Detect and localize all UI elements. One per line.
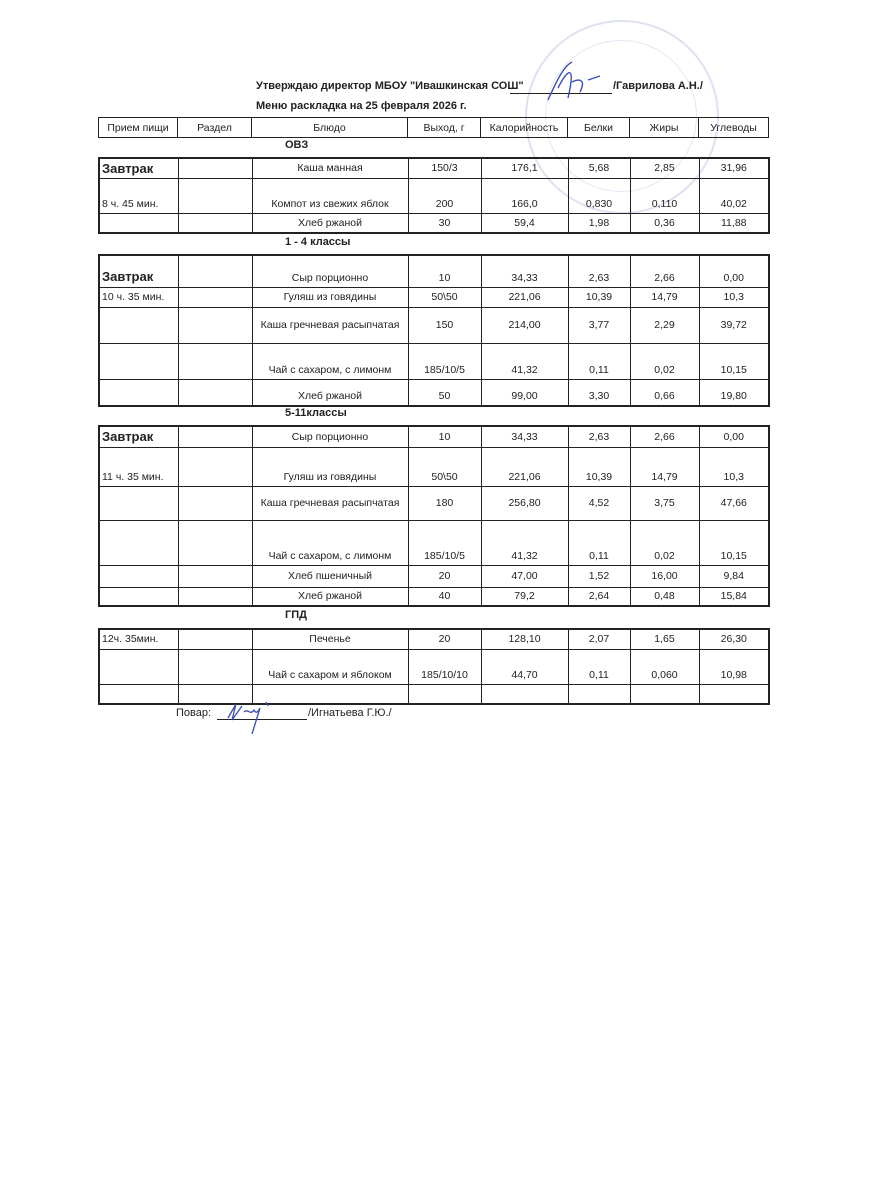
cell-meal: 8 ч. 45 мин.: [99, 178, 178, 213]
cell-section: [178, 486, 252, 520]
cell-protein: 0,11: [568, 343, 630, 379]
cell-meal: [99, 343, 178, 379]
cell-calories: 221,06: [481, 287, 568, 307]
cell-carbs: [699, 684, 769, 704]
cell-dish: Сыр порционно: [252, 426, 408, 447]
column-header-meal: Прием пищи: [99, 118, 178, 138]
column-header-dish: Блюдо: [252, 118, 408, 138]
cell-section: [178, 565, 252, 587]
table-row: [99, 520, 769, 565]
cell-fat: 2,85: [630, 158, 699, 178]
cell-yield: 50: [408, 379, 481, 406]
cell-calories: 59,4: [481, 213, 568, 233]
cell-protein: [568, 684, 630, 704]
cell-meal: 12ч. 35мин.: [99, 629, 178, 649]
cell-meal: Завтрак: [99, 255, 178, 287]
cell-fat: 2,66: [630, 255, 699, 287]
cook-name: /Игнатьева Г.Ю./: [308, 707, 392, 719]
cell-meal: Завтрак: [99, 158, 178, 178]
cell-yield: 50\50: [408, 447, 481, 486]
cell-meal: [99, 307, 178, 343]
cell-yield: 185/10/10: [408, 649, 481, 684]
cell-section: [178, 343, 252, 379]
cell-meal: [99, 213, 178, 233]
column-header-carbs: Углеводы: [699, 118, 769, 138]
cell-calories: 221,06: [481, 447, 568, 486]
director-name: /Гаврилова А.Н./: [613, 80, 703, 92]
cell-section: [178, 649, 252, 684]
cell-section: [178, 520, 252, 565]
cell-dish: Каша манная: [252, 158, 408, 178]
column-header-yield: Выход, г: [408, 118, 481, 138]
cell-calories: [481, 684, 568, 704]
cell-dish: Гуляш из говядины: [252, 287, 408, 307]
cell-meal: [99, 379, 178, 406]
cell-protein: 3,77: [568, 307, 630, 343]
cell-yield: 200: [408, 178, 481, 213]
cell-fat: 14,79: [630, 447, 699, 486]
cell-protein: 10,39: [568, 447, 630, 486]
cell-carbs: 15,84: [699, 587, 769, 606]
cell-yield: 20: [408, 565, 481, 587]
cell-calories: 166,0: [481, 178, 568, 213]
cell-carbs: 11,88: [699, 213, 769, 233]
table-row: [99, 649, 769, 684]
cell-carbs: 10,3: [699, 287, 769, 307]
cell-fat: 14,79: [630, 287, 699, 307]
cell-section: [178, 447, 252, 486]
column-header-calories: Калорийность: [481, 118, 568, 138]
cell-fat: 1,65: [630, 629, 699, 649]
cell-carbs: 0,00: [699, 255, 769, 287]
cell-carbs: 40,02: [699, 178, 769, 213]
approval-text: Утверждаю директор МБОУ "Ивашкинская СОШ": [256, 80, 524, 92]
cell-protein: 0,11: [568, 520, 630, 565]
menu-section-table: [98, 157, 770, 234]
cell-dish: Чай с сахаром, с лимонм: [252, 343, 408, 379]
section-title: ОВЗ: [285, 139, 309, 151]
cell-carbs: 10,15: [699, 520, 769, 565]
cell-section: [178, 307, 252, 343]
cell-dish: Компот из свежих яблок: [252, 178, 408, 213]
menu-section-table: [98, 425, 770, 607]
table-row: [99, 255, 769, 287]
cell-yield: 50\50: [408, 287, 481, 307]
cell-yield: 40: [408, 587, 481, 606]
table-row: [99, 343, 769, 379]
cell-meal: [99, 684, 178, 704]
cell-dish: Каша гречневая расыпчатая: [252, 486, 408, 520]
cell-fat: 0,02: [630, 343, 699, 379]
cell-carbs: 31,96: [699, 158, 769, 178]
cell-meal: [99, 587, 178, 606]
cell-protein: 1,98: [568, 213, 630, 233]
cell-protein: 3,30: [568, 379, 630, 406]
cell-protein: 2,63: [568, 255, 630, 287]
cook-signature: [222, 698, 282, 738]
table-row: [99, 158, 769, 178]
cell-yield: 185/10/5: [408, 343, 481, 379]
cell-calories: 176,1: [481, 158, 568, 178]
cell-fat: 0,110: [630, 178, 699, 213]
cell-yield: 30: [408, 213, 481, 233]
cell-calories: 128,10: [481, 629, 568, 649]
cell-carbs: 39,72: [699, 307, 769, 343]
cell-section: [178, 255, 252, 287]
cell-yield: [408, 684, 481, 704]
column-header-row: [99, 118, 769, 138]
cell-calories: 99,00: [481, 379, 568, 406]
cell-section: [178, 379, 252, 406]
cell-dish: Хлеб ржаной: [252, 213, 408, 233]
column-header-protein: Белки: [568, 118, 630, 138]
cell-calories: 47,00: [481, 565, 568, 587]
cell-yield: 150/3: [408, 158, 481, 178]
menu-section-table: [98, 628, 770, 705]
cell-calories: 41,32: [481, 520, 568, 565]
cell-meal: Завтрак: [99, 426, 178, 447]
cell-carbs: 47,66: [699, 486, 769, 520]
cell-fat: 0,36: [630, 213, 699, 233]
cell-dish: Гуляш из говядины: [252, 447, 408, 486]
table-row: [99, 307, 769, 343]
cell-protein: 2,07: [568, 629, 630, 649]
cell-meal: 11 ч. 35 мин.: [99, 447, 178, 486]
table-row: [99, 379, 769, 406]
cell-carbs: 26,30: [699, 629, 769, 649]
cell-protein: 10,39: [568, 287, 630, 307]
cell-section: [178, 629, 252, 649]
cell-section: [178, 178, 252, 213]
cook-label: Повар:: [176, 707, 212, 719]
cell-yield: 180: [408, 486, 481, 520]
column-header-table: [98, 117, 769, 138]
table-row: [99, 178, 769, 213]
table-row: [99, 426, 769, 447]
cell-carbs: 10,3: [699, 447, 769, 486]
cell-yield: 10: [408, 255, 481, 287]
cell-calories: 214,00: [481, 307, 568, 343]
section-title: ГПД: [285, 609, 307, 621]
cell-fat: 0,48: [630, 587, 699, 606]
cell-meal: 10 ч. 35 мин.: [99, 287, 178, 307]
cell-calories: 256,80: [481, 486, 568, 520]
table-row: [99, 213, 769, 233]
cell-dish: Хлеб пшеничный: [252, 565, 408, 587]
column-header-fat: Жиры: [630, 118, 699, 138]
director-signature: [528, 58, 608, 108]
cell-carbs: 19,80: [699, 379, 769, 406]
table-row: [99, 565, 769, 587]
table-row: [99, 629, 769, 649]
cell-protein: 0,830: [568, 178, 630, 213]
cell-carbs: 10,98: [699, 649, 769, 684]
table-row: [99, 684, 769, 704]
cell-dish: Хлеб ржаной: [252, 587, 408, 606]
cell-meal: [99, 486, 178, 520]
cell-dish: Сыр порционно: [252, 255, 408, 287]
cell-fat: 2,66: [630, 426, 699, 447]
cell-section: [178, 287, 252, 307]
cell-fat: 3,75: [630, 486, 699, 520]
cell-protein: 0,11: [568, 649, 630, 684]
cell-section: [178, 426, 252, 447]
cell-meal: [99, 649, 178, 684]
cell-meal: [99, 520, 178, 565]
menu-title: Меню раскладка на 25 февраля 2026 г.: [256, 100, 467, 112]
cell-carbs: 9,84: [699, 565, 769, 587]
cell-dish: Печенье: [252, 629, 408, 649]
cell-protein: 2,63: [568, 426, 630, 447]
cell-yield: 150: [408, 307, 481, 343]
table-row: [99, 287, 769, 307]
cell-meal: [99, 565, 178, 587]
cell-section: [178, 158, 252, 178]
cell-fat: 0,02: [630, 520, 699, 565]
cell-yield: 10: [408, 426, 481, 447]
cell-protein: 4,52: [568, 486, 630, 520]
table-row: [99, 447, 769, 486]
cell-protein: 5,68: [568, 158, 630, 178]
cell-fat: 0,66: [630, 379, 699, 406]
cell-yield: 185/10/5: [408, 520, 481, 565]
cell-calories: 44,70: [481, 649, 568, 684]
cell-carbs: 10,15: [699, 343, 769, 379]
table-row: [99, 587, 769, 606]
cell-fat: 16,00: [630, 565, 699, 587]
cell-section: [178, 587, 252, 606]
cell-dish: Каша гречневая расыпчатая: [252, 307, 408, 343]
cell-calories: 79,2: [481, 587, 568, 606]
menu-section-table: [98, 254, 770, 407]
column-header-section: Раздел: [178, 118, 252, 138]
section-title: 1 - 4 классы: [285, 236, 351, 248]
cell-protein: 2,64: [568, 587, 630, 606]
cell-carbs: 0,00: [699, 426, 769, 447]
cell-fat: 2,29: [630, 307, 699, 343]
cell-calories: 34,33: [481, 426, 568, 447]
section-title: 5-11классы: [285, 407, 347, 419]
cell-fat: [630, 684, 699, 704]
table-row: [99, 486, 769, 520]
cell-fat: 0,060: [630, 649, 699, 684]
cell-dish: Чай с сахаром, с лимонм: [252, 520, 408, 565]
cell-protein: 1,52: [568, 565, 630, 587]
cell-dish: Чай с сахаром и яблоком: [252, 649, 408, 684]
cell-section: [178, 213, 252, 233]
cell-calories: 41,32: [481, 343, 568, 379]
cell-yield: 20: [408, 629, 481, 649]
cell-calories: 34,33: [481, 255, 568, 287]
cell-dish: Хлеб ржаной: [252, 379, 408, 406]
